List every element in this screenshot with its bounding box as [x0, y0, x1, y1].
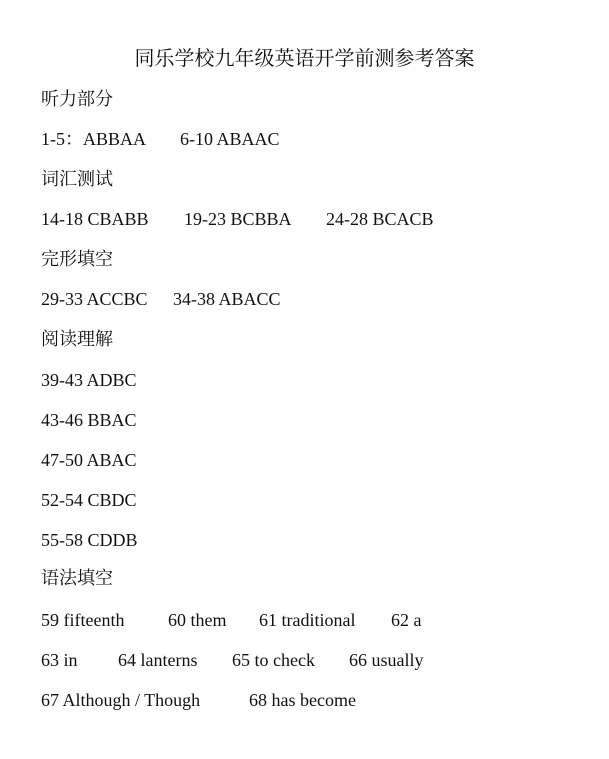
- section-heading-vocabulary: 词汇测试: [41, 169, 113, 190]
- answer-group: 34-38 ABACC: [173, 289, 281, 309]
- answer-group: 14-18 CBABB: [41, 209, 149, 229]
- answer-group: 55-58 CDDB: [41, 530, 138, 550]
- answer-group: 39-43 ADBC: [41, 370, 137, 390]
- section-heading-cloze: 完形填空: [41, 249, 113, 270]
- answer-group: 19-23 BCBBA: [184, 209, 292, 229]
- answer-group: 67 Although / Though: [41, 690, 201, 710]
- answer-group: 47-50 ABAC: [41, 450, 137, 470]
- answer-group: 66 usually: [349, 650, 424, 670]
- answer-group: 61 traditional: [259, 610, 356, 630]
- answer-group: 59 fifteenth: [41, 610, 125, 630]
- answer-group: 1-5：ABBAA: [41, 129, 147, 149]
- answer-group: 68 has become: [249, 690, 356, 710]
- answer-group: 6-10 ABAAC: [180, 129, 280, 149]
- answer-group: 52-54 CBDC: [41, 490, 137, 510]
- answer-group: 43-46 BBAC: [41, 410, 137, 430]
- answer-group: 29-33 ACCBC: [41, 289, 148, 309]
- answer-group: 62 a: [391, 610, 422, 630]
- answer-group: 60 them: [168, 610, 227, 630]
- section-heading-reading: 阅读理解: [41, 329, 113, 350]
- answer-group: 24-28 BCACB: [326, 209, 434, 229]
- answer-group: 65 to check: [232, 650, 315, 670]
- page-title: 同乐学校九年级英语开学前测参考答案: [134, 46, 475, 70]
- section-heading-grammar: 语法填空: [41, 568, 113, 589]
- answer-group: 64 lanterns: [118, 650, 198, 670]
- answer-group: 63 in: [41, 650, 78, 670]
- section-heading-listening: 听力部分: [41, 89, 113, 110]
